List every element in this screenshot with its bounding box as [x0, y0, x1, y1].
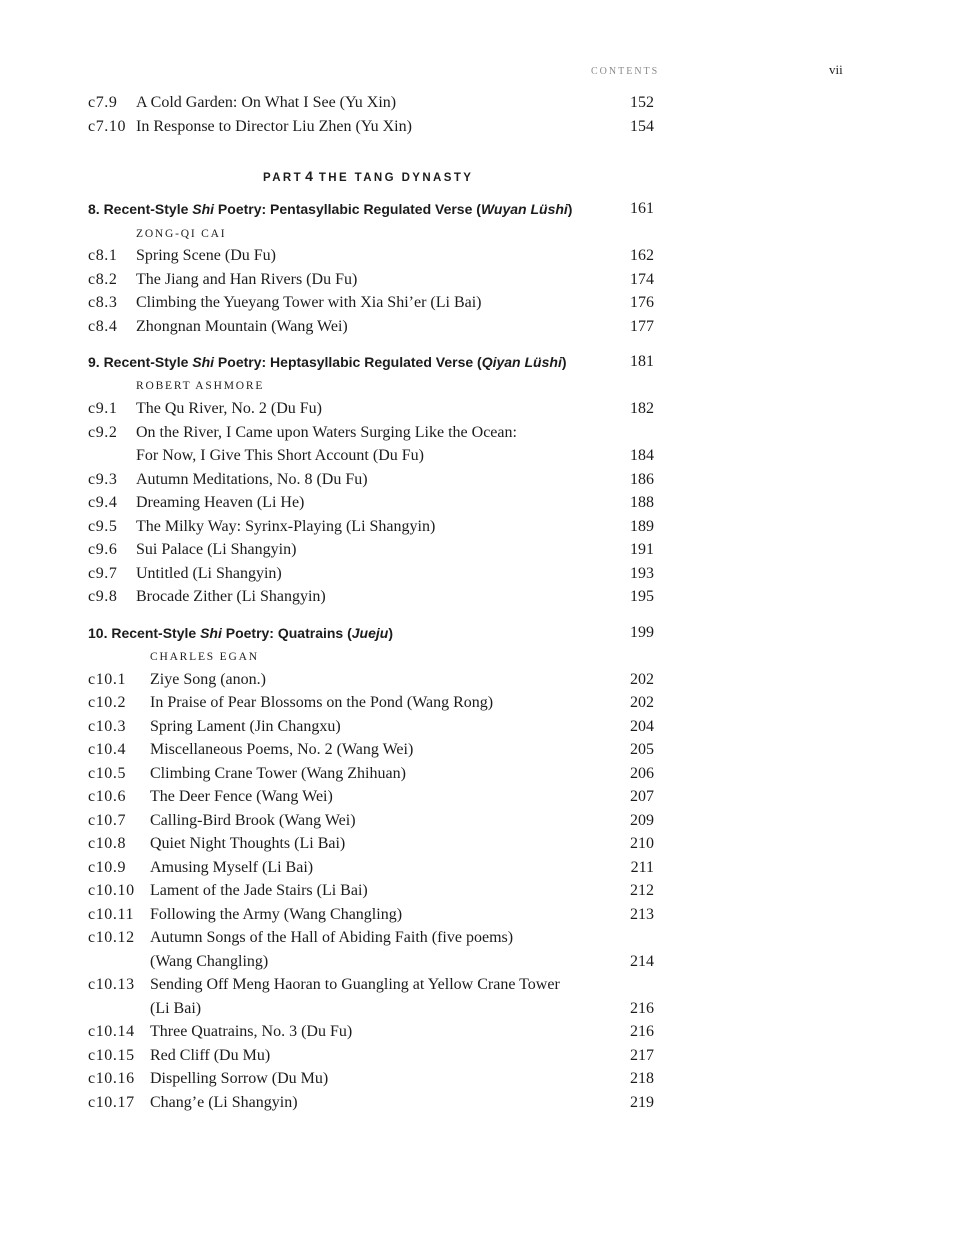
entry-page: 174: [630, 271, 654, 288]
entry-title-continued: (Wang Changling): [150, 953, 269, 970]
entry-page: 152: [630, 94, 654, 111]
entry-title: Sui Palace (Li Shangyin): [136, 541, 297, 558]
entry-number: c8.4: [88, 318, 118, 335]
toc-entry[interactable]: [88, 1044, 654, 1068]
entry-title: Ziye Song (anon.): [150, 671, 266, 688]
entry-title: Untitled (Li Shangyin): [136, 565, 282, 582]
entry-page: 202: [630, 694, 654, 711]
chapter-heading[interactable]: [88, 197, 654, 221]
entry-number: c10.5: [88, 765, 127, 782]
entry-page: 202: [630, 671, 654, 688]
toc-entry[interactable]: [88, 515, 654, 539]
entry-number: c10.12: [88, 929, 135, 946]
entry-number: c7.9: [88, 94, 118, 111]
toc-entry[interactable]: [88, 715, 654, 739]
entry-number: c10.13: [88, 976, 135, 993]
toc-entry[interactable]: [88, 738, 654, 762]
part-number: 4: [305, 168, 313, 184]
page-number: vii: [829, 62, 843, 77]
entry-title: Climbing Crane Tower (Wang Zhihuan): [150, 765, 406, 782]
entry-page: 214: [630, 953, 654, 970]
entry-number: c10.10: [88, 882, 135, 899]
entry-page: 154: [630, 118, 654, 135]
entry-page: 205: [630, 741, 654, 758]
running-head: CONTENTS: [591, 66, 660, 77]
chapter-author: ZONG-QI CAI: [136, 228, 227, 240]
chapter-title: 9. Recent-Style Shi Poetry: Heptasyllabic Regulated Verse (Qiyan Lüshi): [88, 354, 567, 370]
toc-entry[interactable]: [88, 879, 654, 903]
chapter-title: 10. Recent-Style Shi Poetry: Quatrains (Jueju): [88, 625, 394, 641]
toc-entry[interactable]: [88, 585, 654, 609]
toc-entry[interactable]: [88, 691, 654, 715]
part-title: THE TANG DYNASTY: [318, 172, 474, 184]
entry-title: Amusing Myself (Li Bai): [150, 859, 314, 876]
toc-entry-continued[interactable]: [88, 444, 654, 468]
entry-number: c10.1: [88, 671, 127, 688]
toc-entry[interactable]: [88, 832, 654, 856]
entry-number: c8.3: [88, 294, 118, 311]
entry-number: c10.7: [88, 812, 127, 829]
entry-number: c10.2: [88, 694, 127, 711]
toc-entry[interactable]: [88, 268, 654, 292]
entry-title: A Cold Garden: On What I See (Yu Xin): [136, 94, 397, 111]
entry-title-continued: For Now, I Give This Short Account (Du Fu): [136, 447, 424, 464]
entry-title: Quiet Night Thoughts (Li Bai): [150, 835, 346, 852]
entry-page: 193: [630, 565, 654, 582]
entry-page: 184: [630, 447, 654, 464]
entry-title: Sending Off Meng Haoran to Guangling at Yellow Crane Tower: [150, 976, 560, 993]
entry-title: The Jiang and Han Rivers (Du Fu): [136, 271, 358, 288]
entry-number: c9.8: [88, 588, 118, 605]
entry-number: c10.3: [88, 718, 127, 735]
entry-title: Spring Lament (Jin Changxu): [150, 718, 341, 735]
toc-entry[interactable]: [88, 1020, 654, 1044]
entry-number: c9.4: [88, 494, 118, 511]
entry-title: Three Quatrains, No. 3 (Du Fu): [150, 1023, 353, 1040]
entry-number: c10.6: [88, 788, 127, 805]
chapter-title: 8. Recent-Style Shi Poetry: Pentasyllabic Regulated Verse (Wuyan Lüshi): [88, 201, 573, 217]
entry-page: 213: [630, 906, 654, 923]
entry-title: Dispelling Sorrow (Du Mu): [150, 1070, 329, 1087]
toc-entry[interactable]: [88, 538, 654, 562]
toc-entry[interactable]: [88, 668, 654, 692]
entry-page: 195: [630, 588, 654, 605]
toc-entry-continued[interactable]: [88, 950, 654, 974]
toc-entry[interactable]: [88, 91, 654, 115]
entry-page: 207: [630, 788, 654, 805]
entry-page: 177: [630, 318, 654, 335]
entry-page: 176: [630, 294, 654, 311]
chapter-heading[interactable]: [88, 350, 654, 374]
chapter-page: 161: [630, 200, 654, 217]
entry-number: c10.4: [88, 741, 127, 758]
part-heading: [263, 166, 563, 186]
entry-title-continued: (Li Bai): [150, 1000, 202, 1017]
entry-page: 217: [630, 1047, 654, 1064]
chapter-heading[interactable]: [88, 621, 654, 645]
entry-page: 210: [630, 835, 654, 852]
entry-title: Lament of the Jade Stairs (Li Bai): [150, 882, 368, 899]
toc-entry[interactable]: [88, 421, 654, 445]
entry-page: 212: [630, 882, 654, 899]
toc-entry[interactable]: [88, 856, 654, 880]
toc-entry[interactable]: [88, 115, 654, 139]
toc-entry[interactable]: [88, 973, 654, 997]
entry-number: c7.10: [88, 118, 127, 135]
entry-title: Chang’e (Li Shangyin): [150, 1094, 298, 1111]
entry-number: c9.2: [88, 424, 118, 441]
entry-page: 211: [630, 859, 654, 876]
entry-number: c8.2: [88, 271, 118, 288]
entry-page: 188: [630, 494, 654, 511]
entry-number: c9.1: [88, 400, 118, 417]
toc-entry[interactable]: [88, 1067, 654, 1091]
toc-entry[interactable]: [88, 291, 654, 315]
toc-entry[interactable]: [88, 397, 654, 421]
entry-number: c8.1: [88, 247, 118, 264]
entry-title: Zhongnan Mountain (Wang Wei): [136, 318, 348, 335]
entry-page: 209: [630, 812, 654, 829]
toc-entry[interactable]: [88, 762, 654, 786]
entry-page: 162: [630, 247, 654, 264]
part-label: PART: [263, 172, 304, 184]
entry-title: Miscellaneous Poems, No. 2 (Wang Wei): [150, 741, 414, 758]
entry-page: 182: [630, 400, 654, 417]
toc-entry[interactable]: [88, 809, 654, 833]
chapter-author: CHARLES EGAN: [150, 651, 259, 663]
entry-number: c10.17: [88, 1094, 135, 1111]
entry-number: c9.7: [88, 565, 118, 582]
toc-entry[interactable]: [88, 468, 654, 492]
entry-page: 206: [630, 765, 654, 782]
entry-page: 218: [630, 1070, 654, 1087]
entry-page: 204: [630, 718, 654, 735]
entry-title: The Qu River, No. 2 (Du Fu): [136, 400, 322, 417]
entry-title: Brocade Zither (Li Shangyin): [136, 588, 326, 605]
entry-number: c10.14: [88, 1023, 135, 1040]
entry-title: The Milky Way: Syrinx-Playing (Li Shangyin): [136, 518, 436, 535]
entry-title: Spring Scene (Du Fu): [136, 247, 276, 264]
toc-entry-continued[interactable]: [88, 997, 654, 1021]
toc-entry[interactable]: [88, 1091, 654, 1115]
entry-number: c9.3: [88, 471, 118, 488]
entry-number: c10.9: [88, 859, 127, 876]
toc-entry[interactable]: [88, 785, 654, 809]
chapter-author: ROBERT ASHMORE: [136, 380, 265, 392]
entry-title: In Praise of Pear Blossoms on the Pond (Wang Rong): [150, 694, 494, 711]
entry-title: Climbing the Yueyang Tower with Xia Shi’er (Li Bai): [136, 294, 482, 311]
entry-number: c9.5: [88, 518, 118, 535]
entry-number: c10.16: [88, 1070, 135, 1087]
toc-entry[interactable]: [88, 562, 654, 586]
chapter-page: 199: [630, 624, 654, 641]
entry-page: 216: [630, 1000, 654, 1017]
entry-title: On the River, I Came upon Waters Surging Like the Ocean:: [136, 424, 517, 441]
entry-page: 216: [630, 1023, 654, 1040]
entry-title: Autumn Songs of the Hall of Abiding Faith (five poems): [150, 929, 514, 946]
entry-page: 189: [630, 518, 654, 535]
entry-title: The Deer Fence (Wang Wei): [150, 788, 333, 805]
toc-entry[interactable]: [88, 491, 654, 515]
chapter-page: 181: [630, 353, 654, 370]
toc-entry[interactable]: [88, 903, 654, 927]
entry-number: c9.6: [88, 541, 118, 558]
entry-title: Dreaming Heaven (Li He): [136, 494, 305, 511]
entry-title: Red Cliff (Du Mu): [150, 1047, 271, 1064]
entry-number: c10.11: [88, 906, 135, 923]
entry-page: 191: [630, 541, 654, 558]
entry-page: 219: [630, 1094, 654, 1111]
entry-number: c10.15: [88, 1047, 135, 1064]
entry-title: Calling-Bird Brook (Wang Wei): [150, 812, 356, 829]
toc-entry[interactable]: [88, 244, 654, 268]
entry-title: In Response to Director Liu Zhen (Yu Xin): [136, 118, 412, 135]
entry-title: Autumn Meditations, No. 8 (Du Fu): [136, 471, 368, 488]
entry-page: 186: [630, 471, 654, 488]
toc-entry[interactable]: [88, 926, 654, 950]
entry-title: Following the Army (Wang Changling): [150, 906, 403, 923]
entry-number: c10.8: [88, 835, 127, 852]
toc-entry[interactable]: [88, 315, 654, 339]
